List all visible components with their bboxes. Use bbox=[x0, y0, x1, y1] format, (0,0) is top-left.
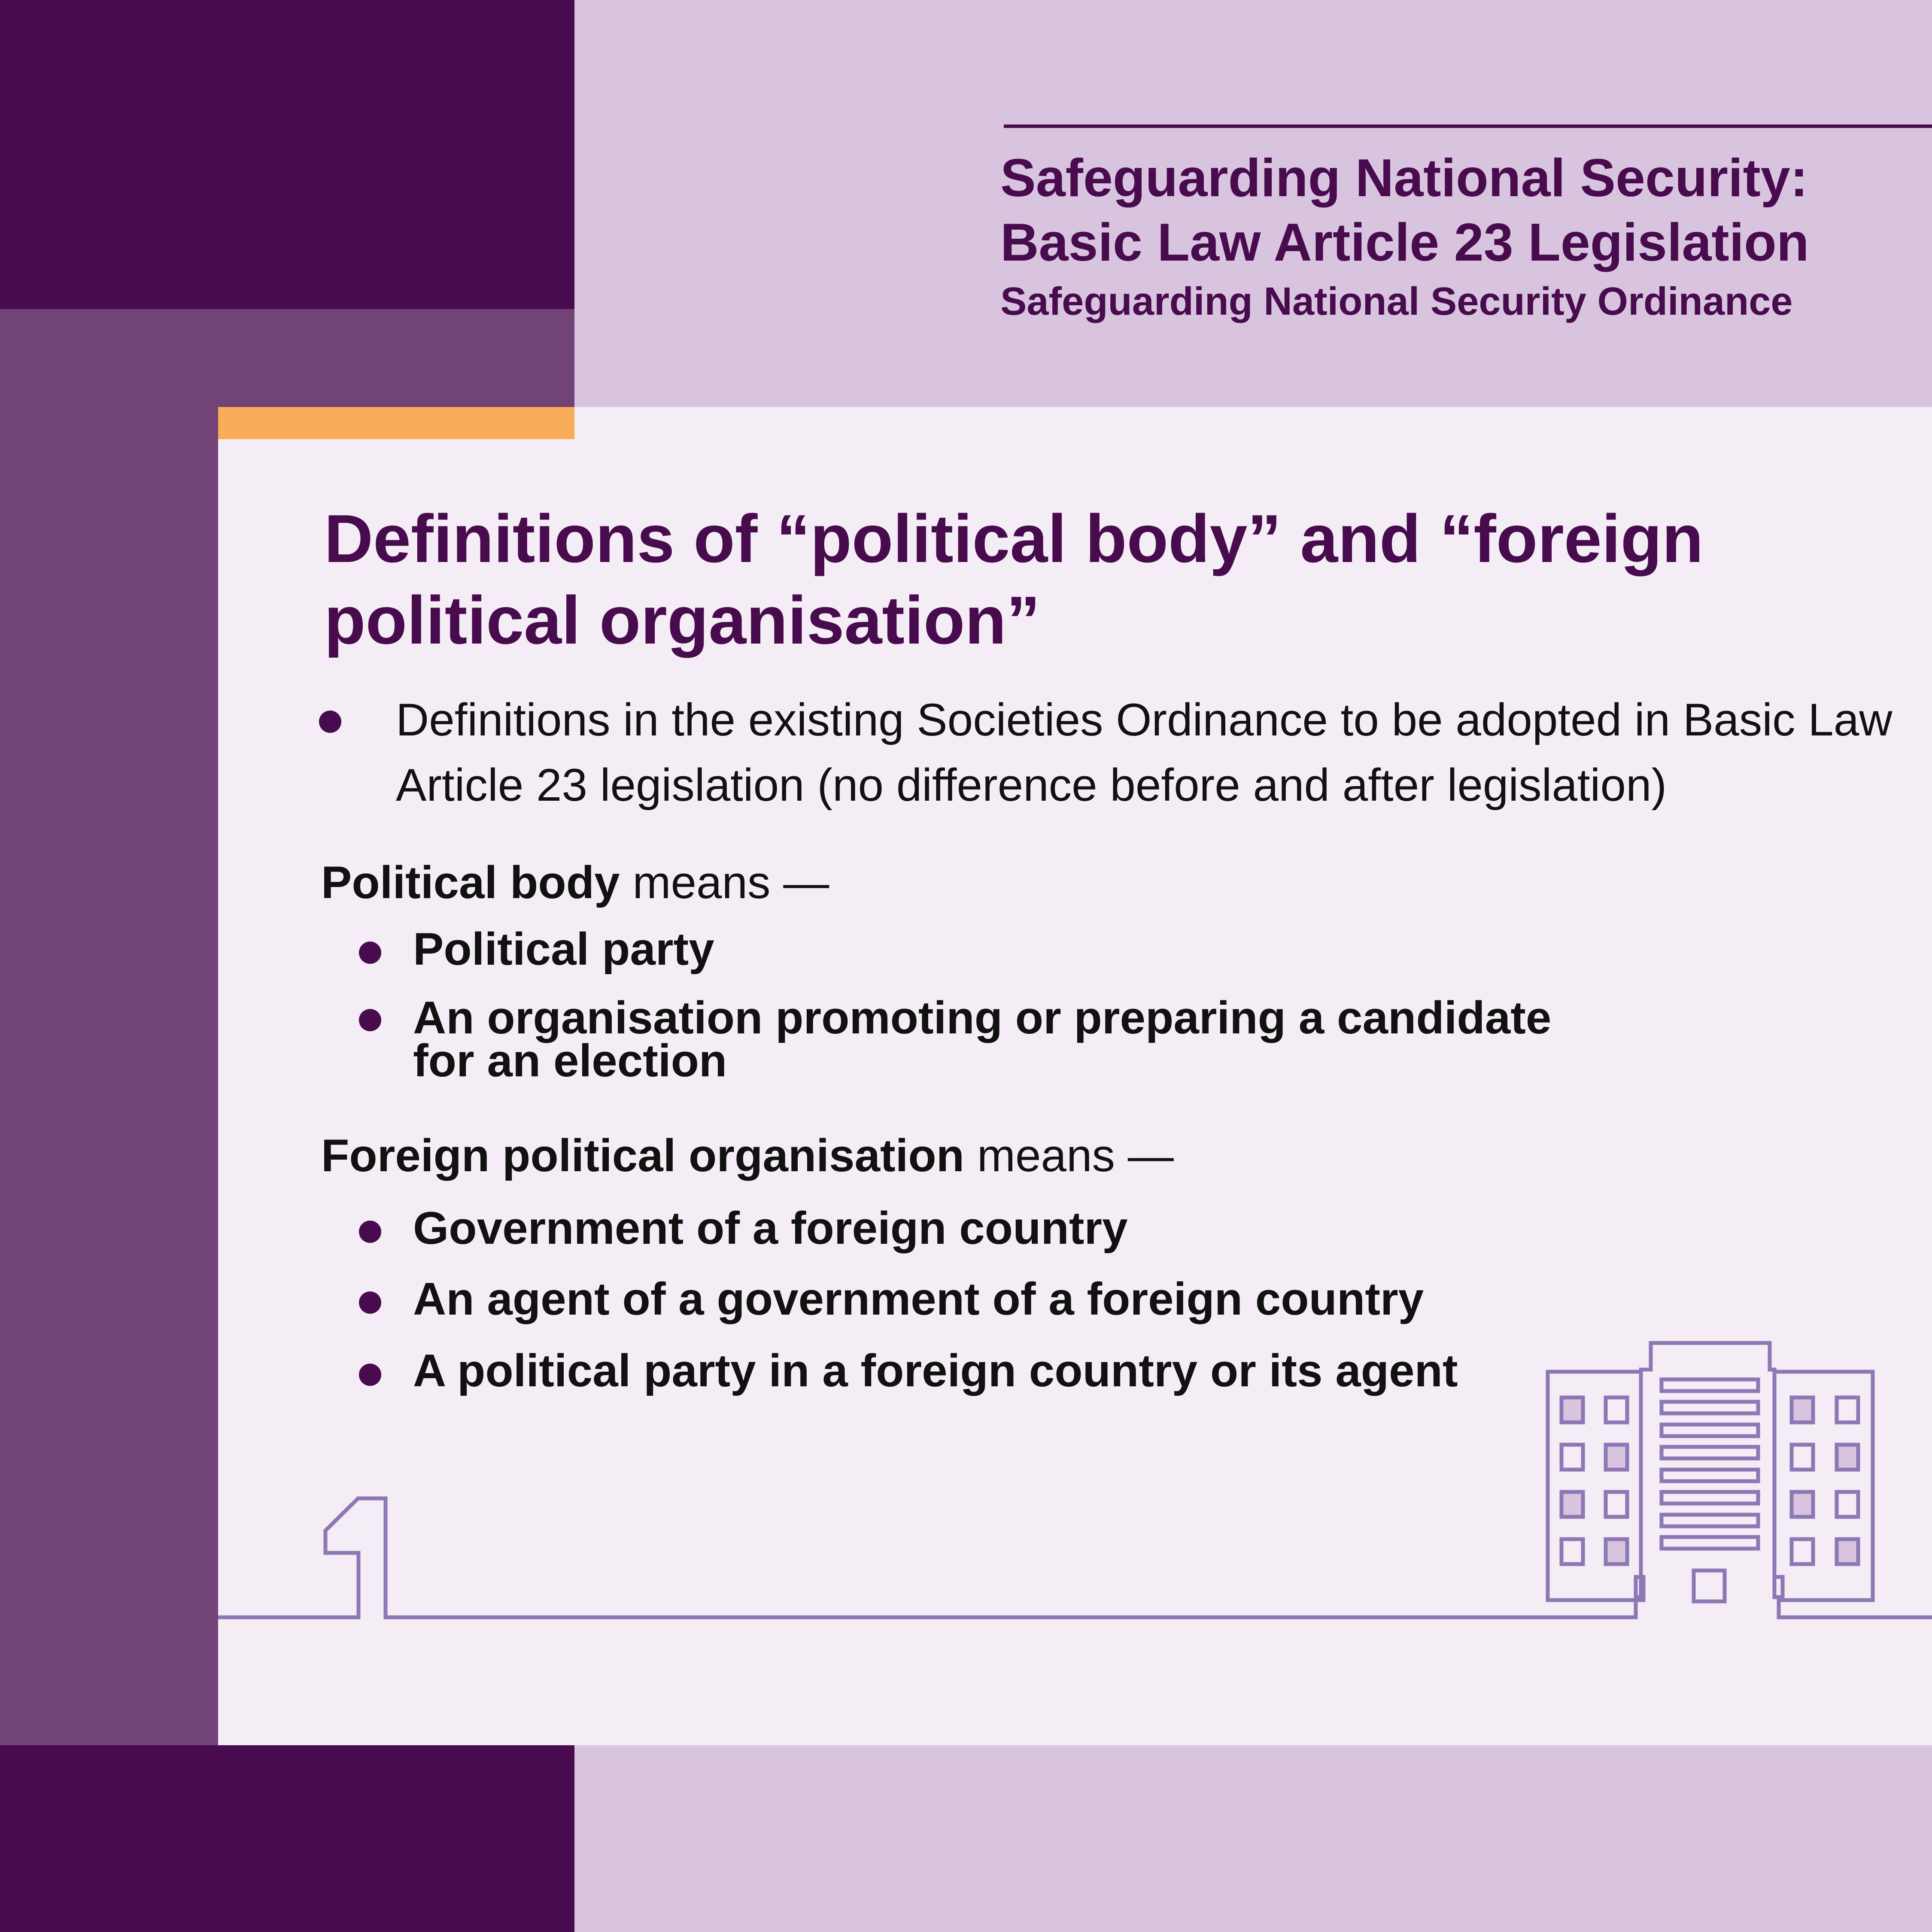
political-body-term: Political body bbox=[321, 857, 620, 908]
center-door bbox=[1694, 1571, 1725, 1601]
header-title-line2: Basic Law Article 23 Legislation bbox=[1000, 213, 1809, 272]
foreign-political-organisation-item: A political party in a foreign country or its agent bbox=[413, 1345, 1458, 1396]
political-body-item: An organisation promoting or preparing a candidate for an election bbox=[413, 992, 1552, 1086]
page-title: Definitions of “political body” and “foreign political organisation” bbox=[324, 501, 1704, 658]
intro-bullet-text: Definitions in the existing Societies Ordinance to be adopted in Basic Law Article 23 legislation (no difference before and after legislation) bbox=[396, 694, 1893, 811]
header-subtitle: Safeguarding National Security Ordinance bbox=[1000, 279, 1793, 323]
header-title-line1: Safeguarding National Security: bbox=[1000, 149, 1808, 208]
political-body-means: means — bbox=[620, 857, 829, 908]
foreign-political-organisation-item: Government of a foreign country bbox=[413, 1202, 1128, 1254]
foreign-political-organisation-item: An agent of a government of a foreign country bbox=[413, 1273, 1424, 1324]
political-body-item: Political party bbox=[413, 923, 714, 975]
foreign-political-organisation-term: Foreign political organisation bbox=[321, 1130, 965, 1181]
foreign-political-organisation-means: means — bbox=[964, 1130, 1174, 1181]
